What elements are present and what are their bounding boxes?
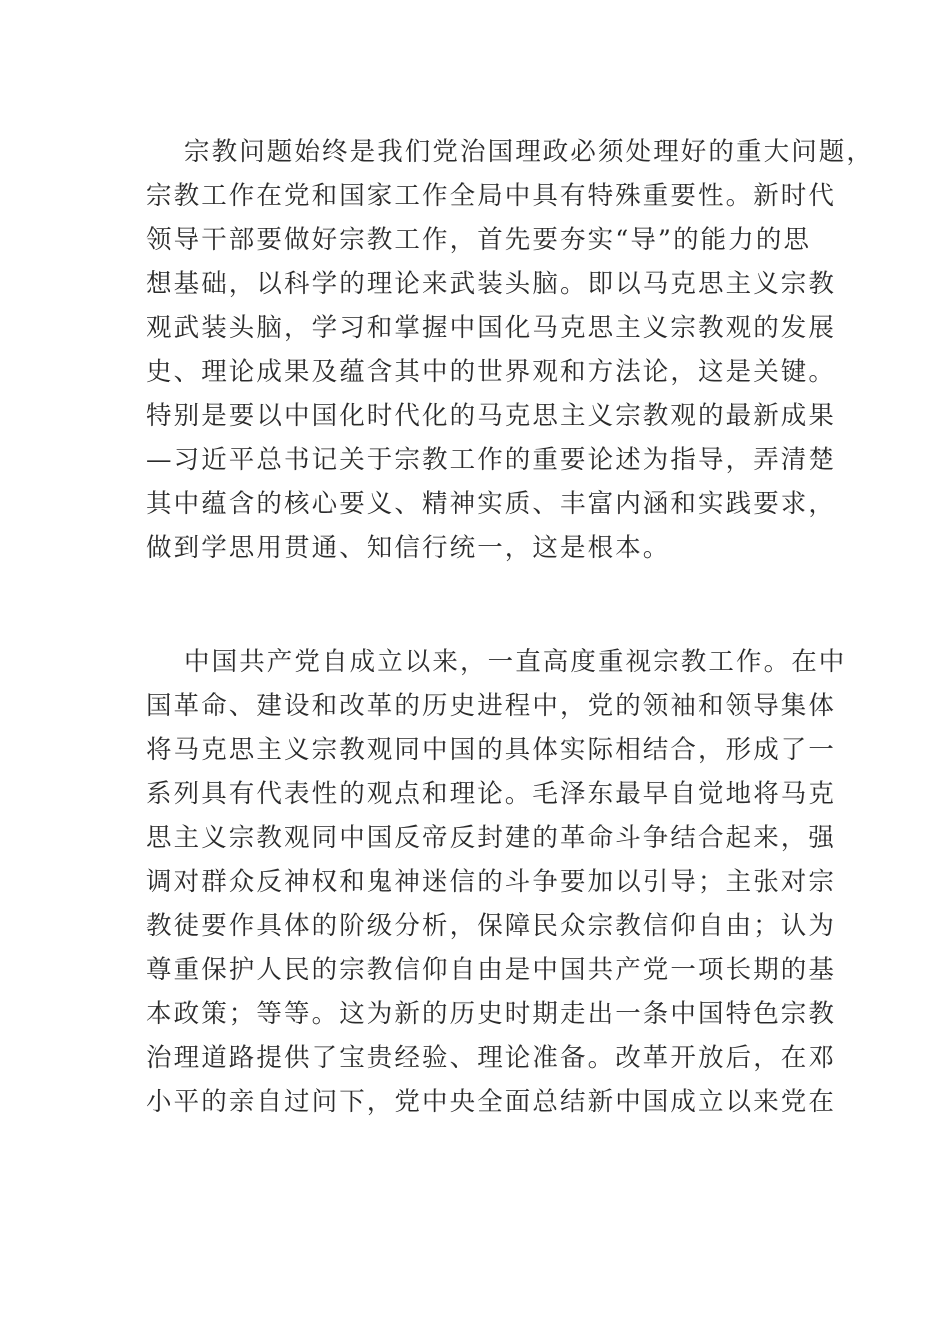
paragraph-line: 国革命、建设和改革的历史进程中，党的领袖和领导集体 bbox=[146, 691, 837, 721]
paragraph-line: 调对群众反神权和鬼神迷信的斗争要加以引导；主张对宗 bbox=[146, 867, 837, 897]
paragraph-line: 做到学思用贯通、知信行统一，这是根本。 bbox=[146, 533, 671, 563]
paragraph-line: 教徒要作具体的阶级分析，保障民众宗教信仰自由；认为 bbox=[146, 911, 837, 941]
paragraph-line: 中国共产党自成立以来，一直高度重视宗教工作。在中 bbox=[184, 647, 847, 677]
paragraph-line: 宗教问题始终是我们党治国理政必须处理好的重大问题， bbox=[184, 137, 875, 167]
paragraph-line: 尊重保护人民的宗教信仰自由是中国共产党一项长期的基 bbox=[146, 955, 837, 985]
paragraph-line: 小平的亲自过问下，党中央全面总结新中国成立以来党在 bbox=[146, 1087, 837, 1117]
paragraph-line: 特别是要以中国化时代化的马克思主义宗教观的最新成果 bbox=[146, 401, 837, 431]
paragraph-line: 宗教工作在党和国家工作全局中具有特殊重要性。新时代 bbox=[146, 181, 837, 211]
paragraph-line: 观武装头脑，学习和掌握中国化马克思主义宗教观的发展 bbox=[146, 313, 837, 343]
paragraph-line: 领导干部要做好宗教工作，首先要夯实“导”的能力的思 bbox=[146, 225, 812, 255]
paragraph-1 bbox=[146, 130, 875, 570]
paragraph-line: 治理道路提供了宝贵经验、理论准备。改革开放后，在邓 bbox=[146, 1043, 837, 1073]
paragraph-line: 本政策；等等。这为新的历史时期走出一条中国特色宗教 bbox=[146, 999, 837, 1029]
paragraph-line: 想基础，以科学的理论来武装头脑。即以马克思主义宗教 bbox=[146, 269, 837, 299]
paragraph-line: 思主义宗教观同中国反帝反封建的革命斗争结合起来，强 bbox=[146, 823, 837, 853]
paragraph-line: 其中蕴含的核心要义、精神实质、丰富内涵和实践要求， bbox=[146, 489, 837, 519]
paragraph-line: —习近平总书记关于宗教工作的重要论述为指导，弄清楚 bbox=[146, 445, 837, 475]
paragraph-line: 史、理论成果及蕴含其中的世界观和方法论，这是关键。 bbox=[146, 357, 837, 387]
paragraph-line: 将马克思主义宗教观同中国的具体实际相结合，形成了一 bbox=[146, 735, 837, 765]
paragraph-2 bbox=[146, 640, 847, 1124]
paragraph-line: 系列具有代表性的观点和理论。毛泽东最早自觉地将马克 bbox=[146, 779, 837, 809]
